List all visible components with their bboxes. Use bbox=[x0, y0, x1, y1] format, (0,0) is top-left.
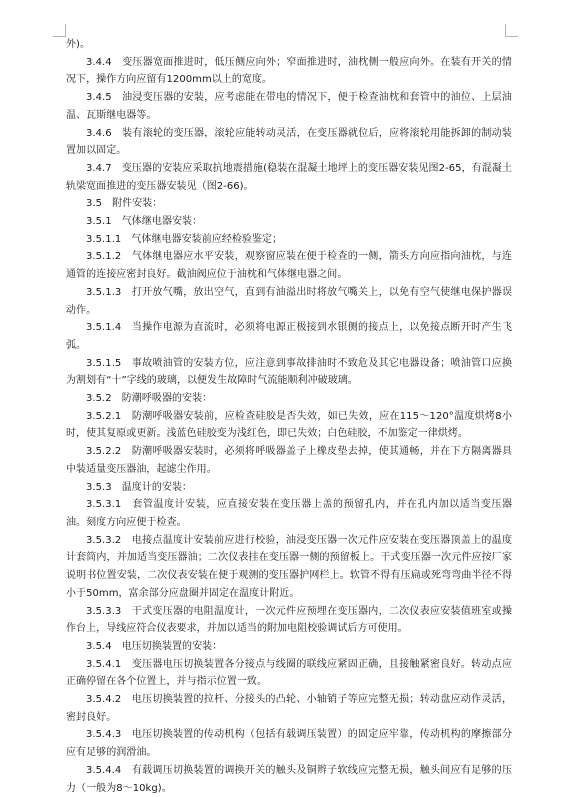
paragraph: 3.5.2.1 防潮呼吸器安装前，应检查硅胶是否失效，如已失效，应在115～120°温度烘烤8小时，使其复原或更新。浅蓝色硅胶变为浅红色，即已失效；白色硅胶，不加鉴定一律烘烤。 bbox=[66, 410, 512, 440]
paragraph: 3.5.1.5 事故喷油管的安装方位，应注意到事故排油时不致危及其它电器设备；喷油管口应换为割划有“十”字线的玻璃，以便发生故障时气流能顺利冲破玻璃。 bbox=[66, 357, 512, 387]
paragraph: 3.5.4.4 有载调压切换装置的调换开关的触头及铜辫子软线应完整无损，触头间应有足够的压力（一般为8～10kg)。 bbox=[66, 764, 512, 794]
paragraph: 3.4.4 变压器宽面推进时，低压侧应向外；窄面推进时，油枕侧一般应向外。在装有开关的情况下，操作方向应留有1200mm以上的宽度。 bbox=[66, 56, 512, 86]
document-body bbox=[66, 36, 512, 797]
paragraph: 3.5.3.3 干式变压器的电阻温度计，一次元件应预埋在变压器内，二次仪表应安装值班室或操作台上，导线应符合仪表要求，并加以适当的附加电阻校验调试后方可使用。 bbox=[66, 605, 512, 635]
paragraph: 3.5.1.4 当操作电源为直流时，必须将电源正极接到水银侧的接点上，以免接点断开时产生飞弧。 bbox=[66, 322, 512, 351]
section-heading: 3.5.2 防潮呼吸器的安装： bbox=[86, 393, 213, 405]
section-heading: 3.5.3 温度计的安装： bbox=[86, 481, 193, 493]
paragraph: 3.4.7 变压器的安装应采取抗地震措施(稳装在混凝土地坪上的变压器安装见图2-65，有混凝土轨梁宽面推进的变压器安装见（图2-66)。 bbox=[66, 162, 512, 192]
paragraph: 3.5.4.1 变压器电压切换装置各分接点与线圈的联线应紧固正确，且接触紧密良好。转动点应正确停留在各个位置上，并与指示位置一致。 bbox=[66, 658, 512, 688]
paragraph: 3.5.1.2 气体继电器应水平安装，观察窗应装在便于检查的一侧，箭头方向应指向油枕，与连通管的连接应密封良好。截油阀应位于油枕和气体继电器之间。 bbox=[66, 251, 512, 281]
paragraph: 外)。 bbox=[66, 39, 91, 50]
paragraph: 3.4.6 装有滚轮的变压器，滚轮应能转动灵活，在变压器就位后，应将滚轮用能拆卸的制动装置加以固定。 bbox=[66, 127, 512, 157]
section-heading: 3.5 附件安装： bbox=[86, 198, 163, 210]
paragraph: 3.5.2.2 防潮呼吸器安装时，必须将呼吸器盖子上橡皮垫去掉，使其通畅，并在下方隔离器具中装适量变压器油，起滤尘作用。 bbox=[66, 446, 512, 475]
paragraph: 3.5.4.3 电压切换装置的传动机构（包括有载调压装置）的固定应牢靠，传动机构的摩擦部分应有足够的润滑油。 bbox=[66, 729, 512, 759]
section-heading: 3.5.4 电压切换装置的安装： bbox=[86, 640, 223, 652]
paragraph: 3.4.5 油浸变压器的安装，应考虑能在带电的情况下，便于检查油枕和套管中的油位、上层油温、瓦斯继电器等。 bbox=[66, 92, 512, 121]
margin-corner-mark bbox=[53, 24, 66, 37]
paragraph: 3.5.1.1 气体继电器安装前应经检验鉴定； bbox=[86, 233, 283, 245]
paragraph: 3.5.1.3 打开放气嘴，放出空气，直到有油溢出时将放气嘴关上，以免有空气使继电保护器误动作。 bbox=[66, 286, 512, 316]
section-heading: 3.5.1 气体继电器安装： bbox=[86, 216, 203, 228]
paragraph: 3.5.3.1 套管温度计安装，应直接安装在变压器上盖的预留孔内，并在孔内加以适当变压器油。刻度方向应便于检查。 bbox=[66, 499, 512, 528]
paragraph: 3.5.4.2 电压切换装置的拉杆、分接头的凸轮、小轴销子等应完整无损；转动盘应动作灵活，密封良好。 bbox=[66, 694, 512, 723]
paragraph: 3.5.3.2 电接点温度计安装前应进行校验，油浸变压器一次元件应安装在变压器顶盖上的温度计套筒内，并加适当变压器油；二次仪表挂在变压器一侧的预留板上。干式变压器一次元件应按厂家说明书位置安装，二次仪表安装在便于观测的变压器护网栏上。软管不得有压扁或死弯弯曲半径不得小于50mm，富余部分应盘圈并固定在温度计附近。 bbox=[66, 534, 512, 599]
